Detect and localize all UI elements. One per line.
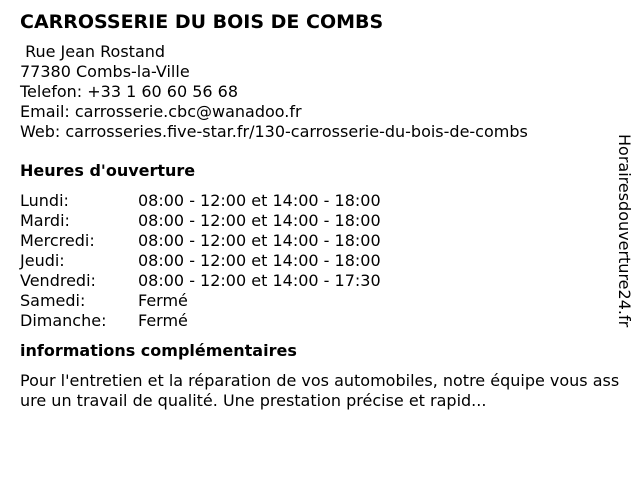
business-name: CARROSSERIE DU BOIS DE COMBS [20, 11, 384, 33]
hours-day: Dimanche: [20, 311, 107, 330]
hours-time: 08:00 - 12:00 et 14:00 - 18:00 [138, 251, 381, 270]
hours-day: Mercredi: [20, 231, 95, 250]
phone-line: Telefon: +33 1 60 60 56 68 [20, 82, 239, 101]
business-card [20, 10, 620, 411]
hours-time: Fermé [138, 291, 188, 310]
hours-row [20, 251, 610, 271]
hours-time: 08:00 - 12:00 et 14:00 - 18:00 [138, 191, 381, 210]
email-line: Email: carrosserie.cbc@wanadoo.fr [20, 102, 302, 121]
site-watermark: Horairesdouverture24.fr [615, 134, 634, 328]
hours-time: 08:00 - 12:00 et 14:00 - 17:30 [138, 271, 381, 290]
hours-day: Samedi: [20, 291, 86, 310]
hours-row [20, 231, 610, 251]
hours-row [20, 211, 610, 231]
hours-row [20, 291, 610, 311]
info-heading: informations complémentaires [20, 341, 297, 360]
hours-row [20, 311, 610, 331]
contact-block [20, 42, 610, 142]
hours-day: Lundi: [20, 191, 69, 210]
hours-heading: Heures d'ouverture [20, 161, 196, 180]
hours-day: Vendredi: [20, 271, 96, 290]
hours-time: Fermé [138, 311, 188, 330]
street-address: Rue Jean Rostand [20, 42, 166, 61]
hours-day: Jeudi: [20, 251, 65, 270]
hours-time: 08:00 - 12:00 et 14:00 - 18:00 [138, 231, 381, 250]
hours-row [20, 191, 610, 211]
hours-time: 08:00 - 12:00 et 14:00 - 18:00 [138, 211, 381, 230]
web-line: Web: carrosseries.five-star.fr/130-carrosserie-du-bois-de-combs [20, 122, 528, 141]
info-text: Pour l'entretien et la réparation de vos automobiles, notre équipe vous assure un travail de qualité. Une prestation précise et rapid... [20, 371, 620, 410]
city-address: 77380 Combs-la-Ville [20, 62, 190, 81]
hours-day: Mardi: [20, 211, 70, 230]
hours-row [20, 271, 610, 291]
hours-table [20, 191, 610, 331]
